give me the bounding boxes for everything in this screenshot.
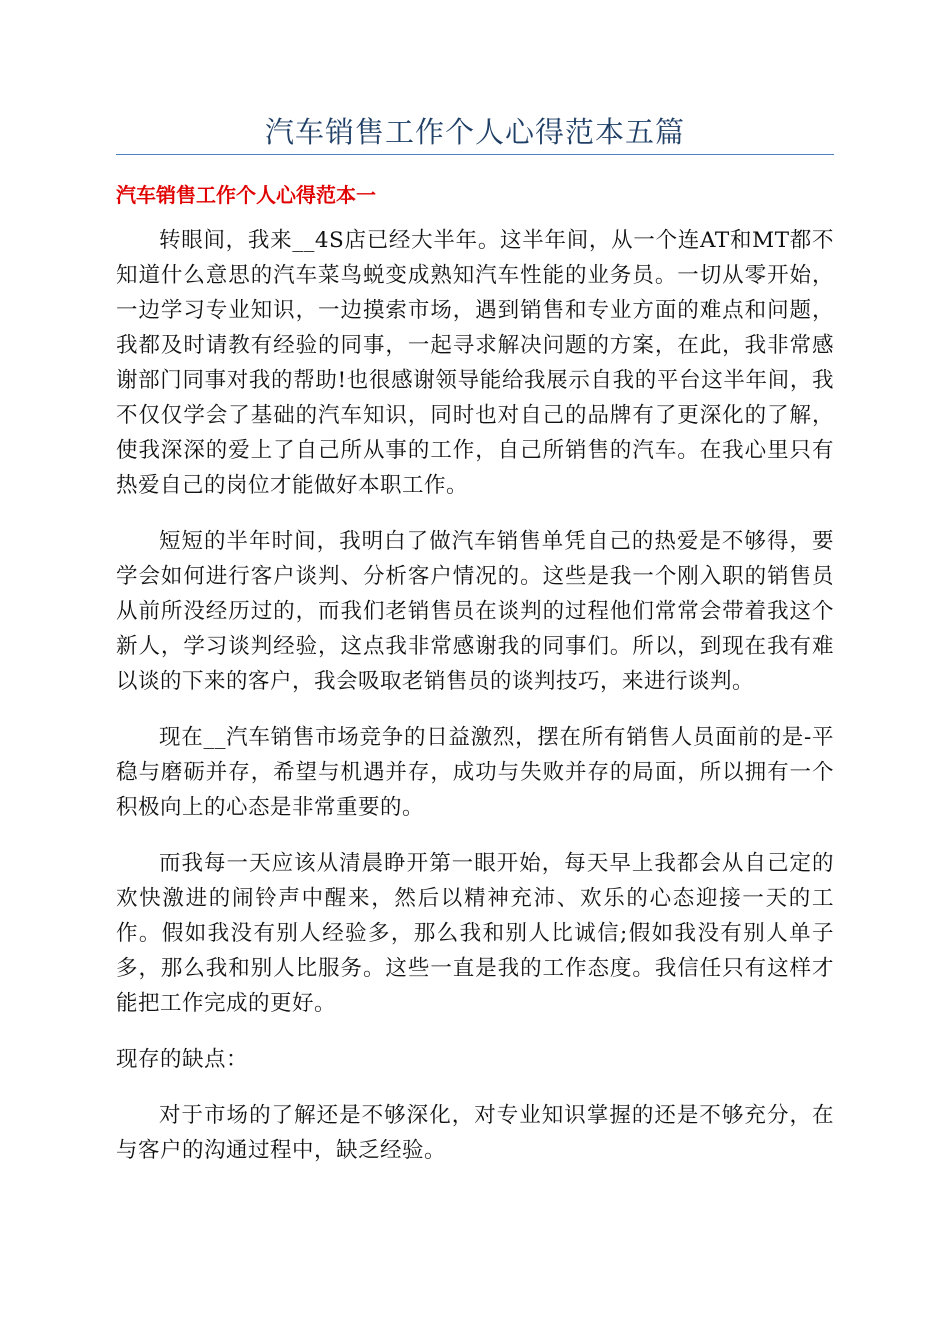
document-title: 汽车销售工作个人心得范本五篇 — [264, 115, 685, 149]
paragraph: 对于市场的了解还是不够深化，对专业知识掌握的还是不够充分，在与客户的沟通过程中，缺乏经验。 — [116, 1103, 834, 1163]
paragraph: 转眼间，我来__4S店已经大半年。这半年间，从一个连AT和MT都不知道什么意思的汽车菜鸟蜕变成熟知汽车性能的业务员。一切从零开始，一边学习专业知识，一边摸索市场，遇到销售和专业方面的难点和问题，我都及时请教有经验的同事，一起寻求解决问题的方案，在此，我非常感谢部门同事对我的帮助!也很感谢领导能给我展示自我的平台这半年间，我不仅仅学会了基础的汽车知识，同时也对自己的品牌有了更深化的了解，使我深深的爱上了自己所从事的工作，自己所销售的汽车。在我心里只有热爱自己的岗位才能做好本职工作。 — [116, 228, 834, 498]
title-divider — [116, 154, 834, 155]
paragraph: 而我每一天应该从清晨睁开第一眼开始，每天早上我都会从自己定的欢快激进的闹铃声中醒来，然后以精神充沛、欢乐的心态迎接一天的工作。假如我没有别人经验多，那么我和别人比诚信;假如我没有别人单子多，那么我和别人比服务。这些一直是我的工作态度。我信任只有这样才能把工作完成的更好。 — [116, 851, 834, 1016]
paragraph: 短短的半年时间，我明白了做汽车销售单凭自己的热爱是不够得，要学会如何进行客户谈判、分析客户情况的。这些是我一个刚入职的销售员从前所没经历过的，而我们老销售员在谈判的过程他们常常会带着我这个新人，学习谈判经验，这点我非常感谢我的同事们。所以，到现在我有难以谈的下来的客户，我会吸取老销售员的谈判技巧，来进行谈判。 — [116, 529, 834, 694]
document-body — [116, 223, 834, 1189]
shortcomings-label: 现存的缺点： — [116, 1047, 249, 1072]
section-heading: 汽车销售工作个人心得范本一 — [116, 183, 376, 207]
paragraph: 现在__汽车销售市场竞争的日益激烈，摆在所有销售人员面前的是-平稳与磨砺并存，希望与机遇并存，成功与失败并存的局面，所以拥有一个积极向上的心态是非常重要的。 — [116, 725, 834, 820]
